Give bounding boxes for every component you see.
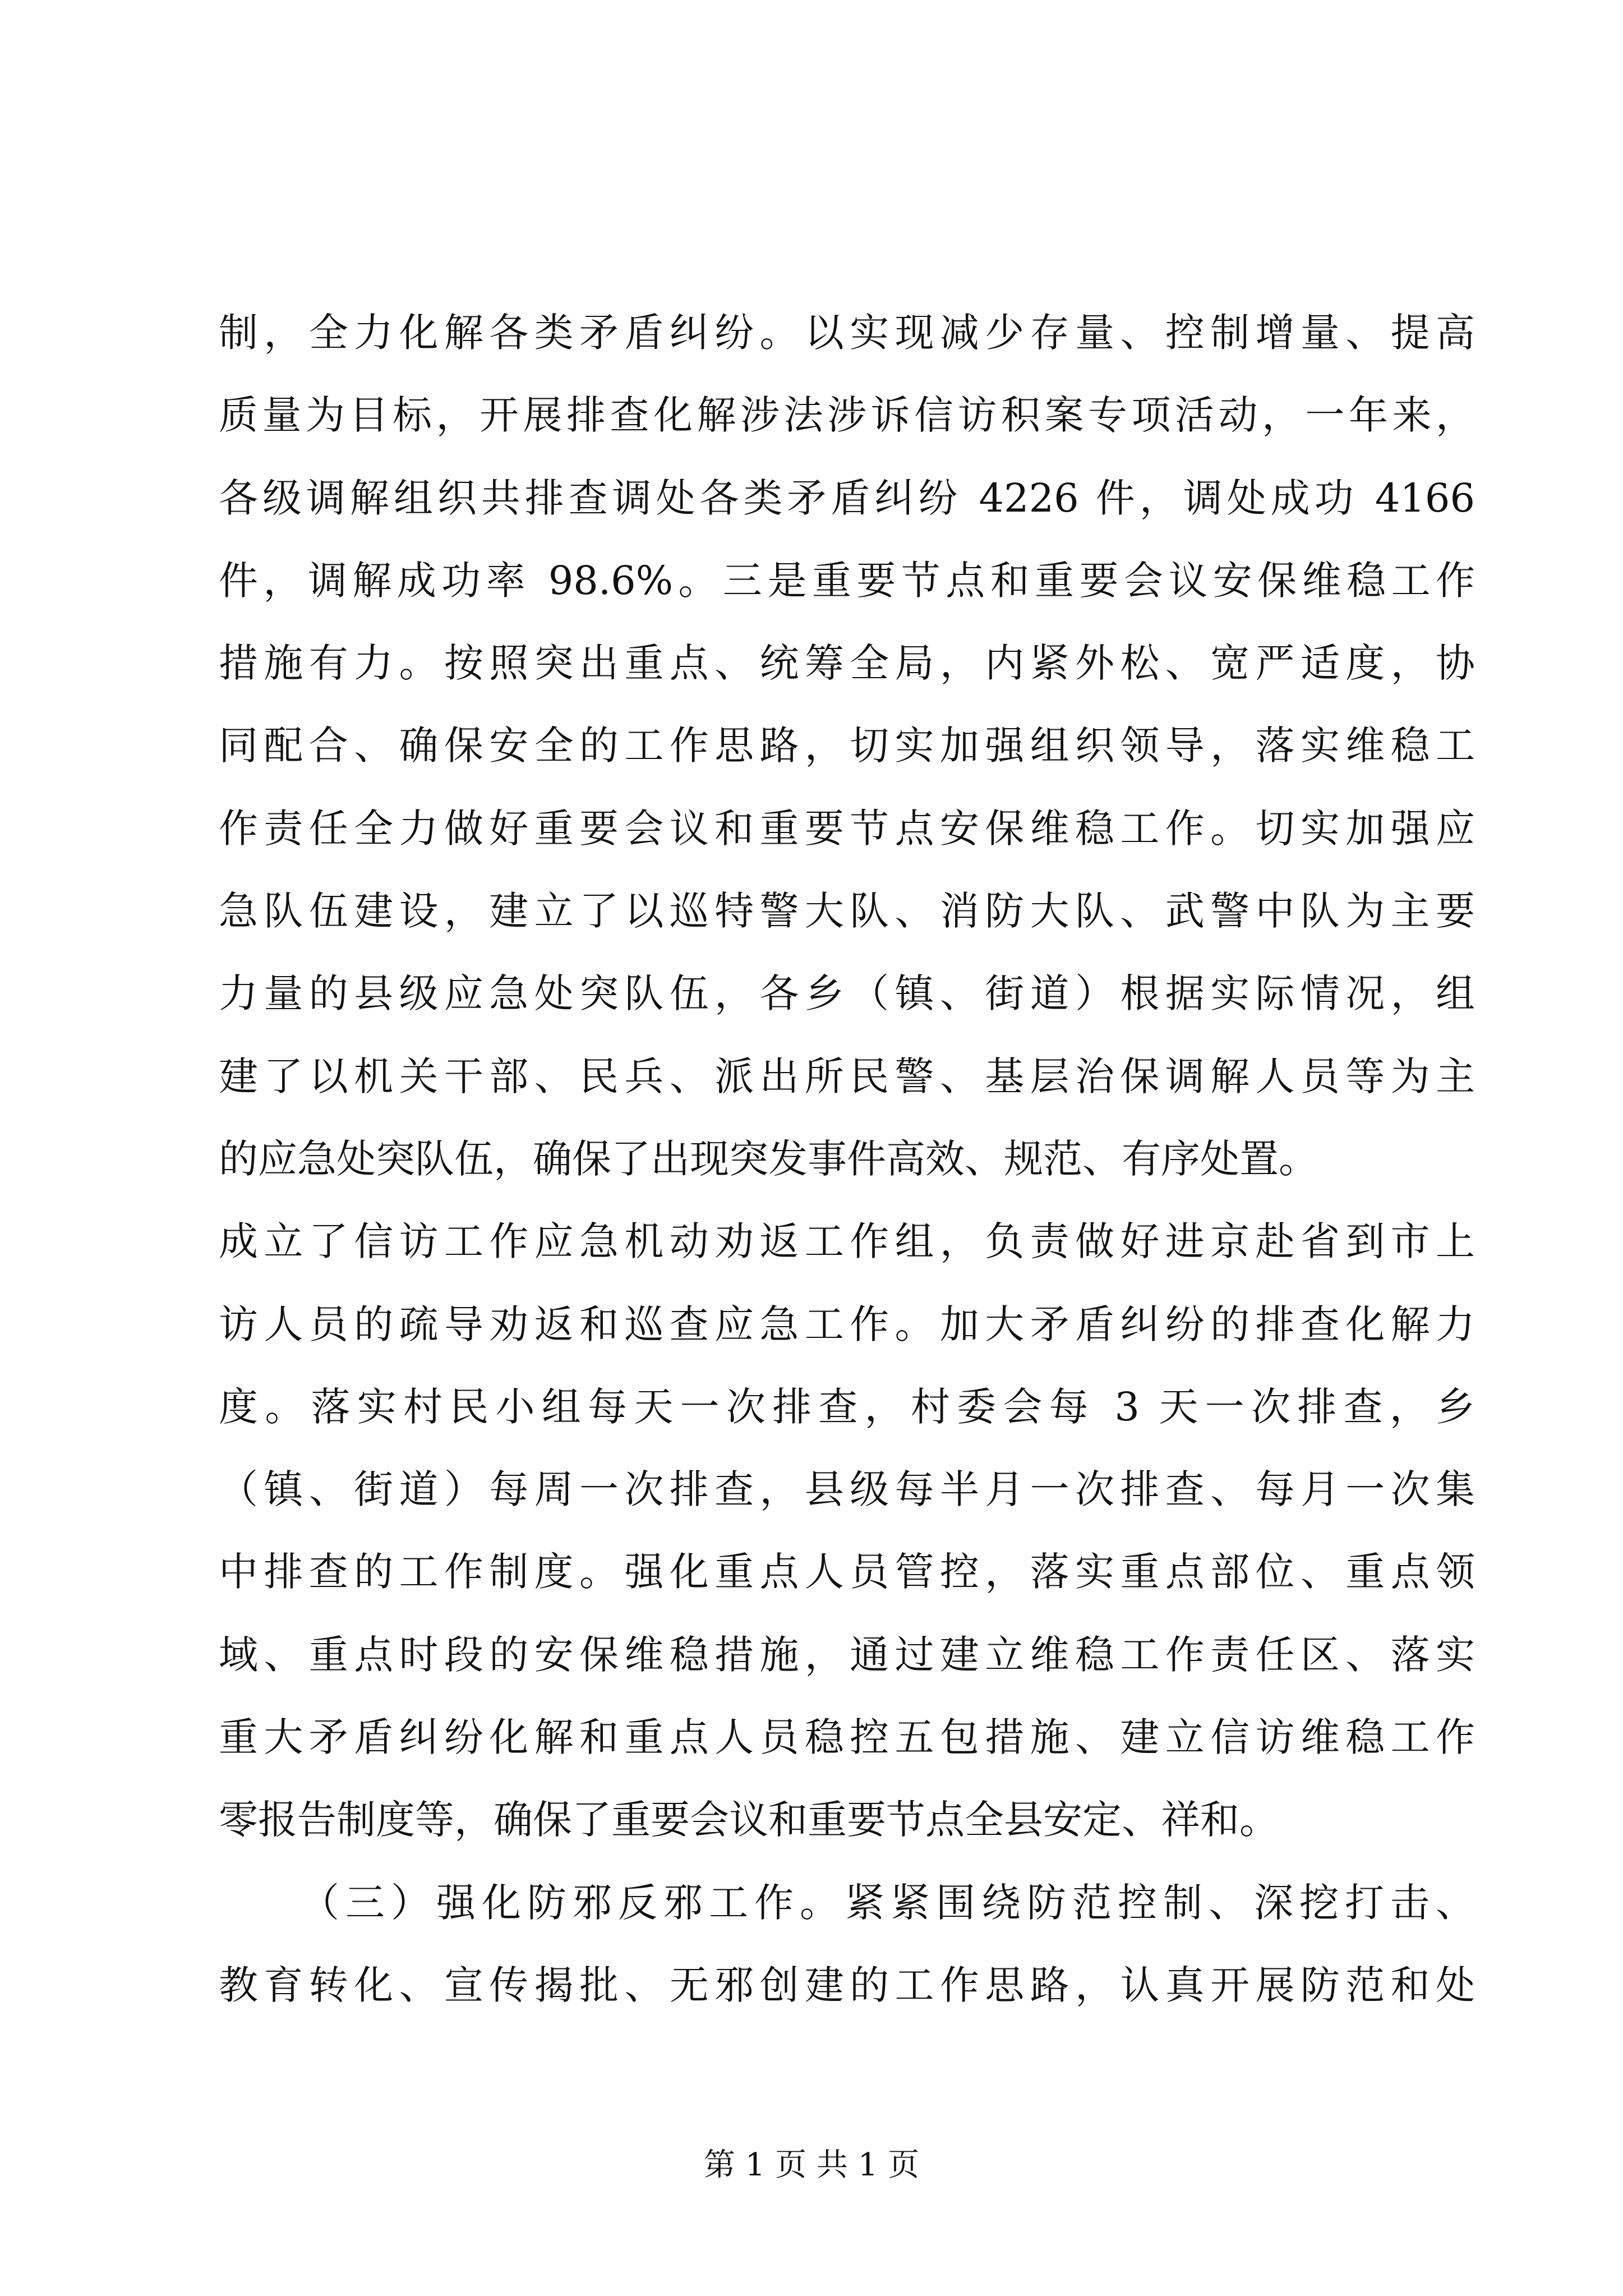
text-line: 教育转化、宣传揭批、无邪创建的工作思路，认真开展防范和处 — [219, 1962, 1475, 2008]
text-line: 零报告制度等，确保了重要会议和重要节点全县安定、祥和。 — [219, 1797, 1279, 1843]
page-footer: 第 1 页 共 1 页 — [703, 2147, 920, 2183]
body-text — [219, 292, 1475, 2027]
text-line: 件，调解成功率 98.6%。三是重要节点和重要会议安保维稳工作 — [219, 557, 1475, 604]
text-line: 的应急处突队伍，确保了出现突发事件高效、规范、有序处置。 — [219, 1135, 1318, 1182]
text-line: 制，全力化解各类矛盾纠纷。以实现减少存量、控制增量、提高 — [219, 310, 1475, 356]
text-line: 力量的县级应急处突队伍，各乡（镇、街道）根据实际情况，组 — [219, 970, 1475, 1017]
text-line: 度。落实村民小组每天一次排查，村委会每 3 天一次排查，乡 — [219, 1383, 1475, 1430]
text-line: 同配合、确保安全的工作思路，切实加强组织领导，落实维稳工 — [219, 723, 1475, 769]
text-line: 作责任全力做好重要会议和重要节点安保维稳工作。切实加强应 — [219, 805, 1475, 852]
text-line: 建了以机关干部、民兵、派出所民警、基层治保调解人员等为主 — [219, 1053, 1475, 1099]
text-line: 域、重点时段的安保维稳措施，通过建立维稳工作责任区、落实 — [219, 1631, 1475, 1678]
text-line: 措施有力。按照突出重点、统筹全局，内紧外松、宽严适度，协 — [219, 640, 1475, 687]
text-line: 重大矛盾纠纷化解和重点人员稳控五包措施、建立信访维稳工作 — [219, 1714, 1475, 1761]
text-line: 各级调解组织共排查调处各类矛盾纠纷 4226 件，调处成功 4166 — [219, 475, 1475, 521]
text-line: 质量为目标，开展排查化解涉法涉诉信访积案专项活动，一年来， — [219, 392, 1475, 439]
text-line: 中排查的工作制度。强化重点人员管控，落实重点部位、重点领 — [219, 1549, 1475, 1595]
text-line: （镇、街道）每周一次排查，县级每半月一次排查、每月一次集 — [219, 1466, 1475, 1513]
paragraph-heading-line: （三）强化防邪反邪工作。紧紧围绕防范控制、深挖打击、 — [300, 1879, 1475, 1926]
text-line: 成立了信访工作应急机动劝返工作组，负责做好进京赴省到市上 — [219, 1218, 1475, 1265]
text-line: 急队伍建设，建立了以巡特警大队、消防大队、武警中队为主要 — [219, 888, 1475, 935]
text-line: 访人员的疏导劝返和巡查应急工作。加大矛盾纠纷的排查化解力 — [219, 1301, 1475, 1347]
